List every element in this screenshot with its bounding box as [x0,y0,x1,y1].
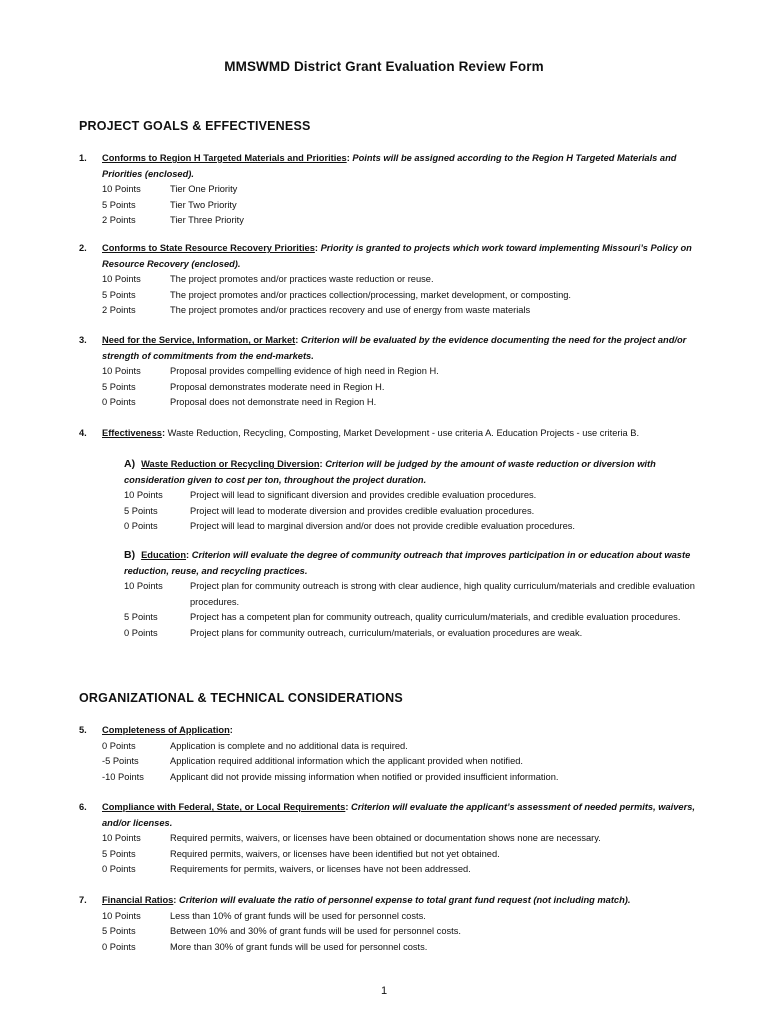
points-criteria: Application is complete and no additional data is required. [170,740,408,751]
criterion-number: 2. [79,243,87,253]
points-table [79,272,699,319]
points-value: 5 Points [102,199,136,210]
points-criteria: Application required additional information which the applicant provided when notified. [170,756,523,766]
criterion-header: 5. Completeness of Application: [79,723,699,739]
subcriterion-letter: A) [124,458,136,470]
points-row [124,519,699,535]
criterion-2 [79,241,699,319]
points-row [102,770,699,786]
points-row [102,380,699,396]
criterion-description: Criterion will evaluate the ratio of personnel expense to total grant fund request (not including match). [179,895,631,905]
points-criteria: Tier One Priority [170,184,238,194]
subcriterion-label: Waste Reduction or Recycling Diversion [141,459,320,469]
subcriterion-header: A) Waste Reduction or Recycling Diversion: Criterion will be judged by the amount of waste reduction or diversion with consideration given to cost per ton, throughout the project duration. [124,458,656,485]
points-value: 0 Points [102,397,136,407]
points-criteria: Between 10% and 30% of grant funds will be used for personnel costs. [170,926,461,936]
points-value: 0 Points [102,740,136,751]
points-table [79,739,699,786]
points-value: 0 Points [124,627,158,638]
points-criteria: Project plan for community outreach is strong with clear audience, high quality curriculum/materials and credible evaluation procedures. [190,581,695,607]
criterion-header: 1. Conforms to Region H Targeted Materials and Priorities: Points will be assigned according to the Region H Targeted Materials and Priorities (enclosed). [79,153,677,179]
criterion-header: 4. Effectiveness: Waste Reduction, Recycling, Composting, Market Development - use criteria A. Education Projects - use criteria B. [79,426,699,442]
criterion-label: Financial Ratios [102,895,174,905]
points-value: -10 Points [102,771,144,782]
criterion-number: 4. [79,428,87,438]
points-value: 10 Points [124,581,163,591]
points-criteria: Project will lead to significant diversion and provides credible evaluation procedures. [190,490,537,500]
points-row [124,610,699,626]
criterion-4b [124,548,699,641]
points-criteria: Applicant did not provide missing information when notified or provided insufficient information. [170,771,559,782]
points-value: 5 Points [102,289,136,300]
criterion-description: Criterion will evaluate the applicant’s assessment of needed permits, waivers, and/or licenses. [102,802,695,828]
criterion-header: 6. Compliance with Federal, State, or Local Requirements: Criterion will evaluate the applicant’s assessment of needed permits, waivers, and/or licenses. [79,802,695,828]
criterion-number: 6. [79,802,87,812]
points-value: 10 Points [102,184,141,194]
criterion-label: Compliance with Federal, State, or Local Requirements [102,802,346,812]
criterion-number: 1. [79,153,87,163]
points-row [102,272,699,288]
points-row [102,213,699,229]
points-row [124,504,699,520]
points-value: 10 Points [102,833,141,843]
criterion-number: 7. [79,895,87,905]
points-table [79,831,699,878]
points-criteria: The project promotes and/or practices recovery and use of energy from waste materials [170,305,531,315]
points-table [124,488,699,535]
points-criteria: More than 30% of grant funds will be used for personnel costs. [170,941,428,952]
points-value: 5 Points [102,926,136,936]
points-criteria: Tier Two Priority [170,199,237,210]
criterion-description: Priority is granted to projects which work toward implementing Missouri’s Policy on Resource Recovery (enclosed). [102,243,692,269]
points-criteria: Project has a competent plan for community outreach, quality curriculum/materials, and credible evaluation procedures. [190,612,681,622]
criterion-number: 3. [79,335,87,345]
points-criteria: Proposal provides compelling evidence of high need in Region H. [170,366,439,376]
points-criteria: The project promotes and/or practices collection/processing, market development, or composting. [170,289,571,300]
criterion-4a [124,457,699,535]
subcriterion-letter: B) [124,549,136,561]
points-value: 0 Points [124,521,158,531]
points-row [102,754,699,770]
points-value: 0 Points [102,864,136,874]
points-criteria: The project promotes and/or practices waste reduction or reuse. [170,274,434,284]
criterion-number: 5. [79,725,87,735]
points-value: 10 Points [124,490,163,500]
criterion-6 [79,800,699,878]
points-criteria: Proposal does not demonstrate need in Region H. [170,397,377,407]
points-table [79,909,699,956]
points-row [102,739,699,755]
points-row [102,924,699,940]
points-criteria: Required permits, waivers, or licenses have been identified but not yet obtained. [170,848,500,859]
points-row [102,847,699,863]
points-row [124,626,699,642]
criterion-4 [79,426,699,442]
criterion-label: Completeness of Application [102,725,230,735]
criterion-description: Waste Reduction, Recycling, Composting, Market Development - use criteria A. Education Projects - use criteria B. [167,428,640,438]
points-criteria: Tier Three Priority [170,215,244,225]
criterion-label: Conforms to State Resource Recovery Priorities [102,243,315,253]
points-row [102,831,699,847]
points-row [102,364,699,380]
criterion-label: Conforms to Region H Targeted Materials and Priorities [102,153,347,163]
points-value: 10 Points [102,910,141,921]
points-table [124,579,699,641]
points-table [79,182,699,229]
criterion-description: Points will be assigned according to the Region H Targeted Materials and Priorities (enclosed). [102,153,677,179]
criterion-1 [79,151,699,229]
subcriterion-header: B) Education: Criterion will evaluate the degree of community outreach that improves participation in or education about waste reduction, reuse, and recycling practices. [124,549,691,576]
page-title: MMSWMD District Grant Evaluation Review Form [224,59,544,74]
points-row [102,395,699,411]
points-value: 2 Points [102,305,136,315]
points-row [102,940,699,956]
subcriterion-label: Education [141,550,187,560]
points-row [124,579,699,610]
criterion-5 [79,723,699,785]
points-value: 0 Points [102,941,136,952]
points-criteria: Less than 10% of grant funds will be used for personnel costs. [170,910,426,921]
criterion-header: 2. Conforms to State Resource Recovery Priorities: Priority is granted to projects which work toward implementing Missouri’s Policy on Resource Recovery (enclosed). [79,243,692,269]
section-heading-project-goals: PROJECT GOALS & EFFECTIVENESS [79,119,311,133]
subcriterion-description: Criterion will evaluate the degree of community outreach that improves participation in or education about waste reduction, reuse, and recycling practices. [124,550,691,576]
subcriterion-description: Criterion will be judged by the amount of waste reduction or diversion with consideration given to cost per ton, throughout the project duration. [124,459,656,485]
points-row [102,182,699,198]
points-value: 5 Points [124,612,158,622]
page-number: 1 [380,985,388,997]
points-criteria: Requirements for permits, waivers, or licenses have not been addressed. [170,864,471,874]
criterion-description: Criterion will be evaluated by the evidence documenting the need for the project and/or strength of commitments from the end-markets. [102,335,687,361]
points-criteria: Project plans for community outreach, curriculum/materials, or evaluation procedures are weak. [190,627,583,638]
points-criteria: Proposal demonstrates moderate need in Region H. [170,381,385,392]
points-value: 10 Points [102,366,141,376]
points-row [102,288,699,304]
section-heading-organizational: ORGANIZATIONAL & TECHNICAL CONSIDERATIONS [79,691,403,705]
points-row [102,862,699,878]
points-row [102,303,699,319]
criterion-3 [79,333,699,411]
points-row [102,909,699,925]
points-criteria: Required permits, waivers, or licenses have been obtained or documentation shows none are necessary. [170,833,601,843]
points-value: 2 Points [102,215,136,225]
points-row [102,198,699,214]
criterion-header: 3. Need for the Service, Information, or Market: Criterion will be evaluated by the evidence documenting the need for the project and/or strength of commitments from the end-markets. [79,335,687,361]
points-value: 5 Points [102,848,136,859]
points-row [124,488,699,504]
points-criteria: Project will lead to marginal diversion and/or does not provide credible evaluation procedures. [190,521,576,531]
points-value: -5 Points [102,756,139,766]
criterion-label: Need for the Service, Information, or Market [102,335,296,345]
points-value: 10 Points [102,274,141,284]
points-criteria: Project will lead to moderate diversion and provides credible evaluation procedures. [190,505,535,516]
points-value: 5 Points [102,381,136,392]
criterion-7 [79,893,699,955]
points-value: 5 Points [124,505,158,516]
criterion-header: 7. Financial Ratios: Criterion will evaluate the ratio of personnel expense to total grant fund request (not including match). [79,893,699,909]
criterion-label: Effectiveness [102,428,162,438]
points-table [79,364,699,411]
